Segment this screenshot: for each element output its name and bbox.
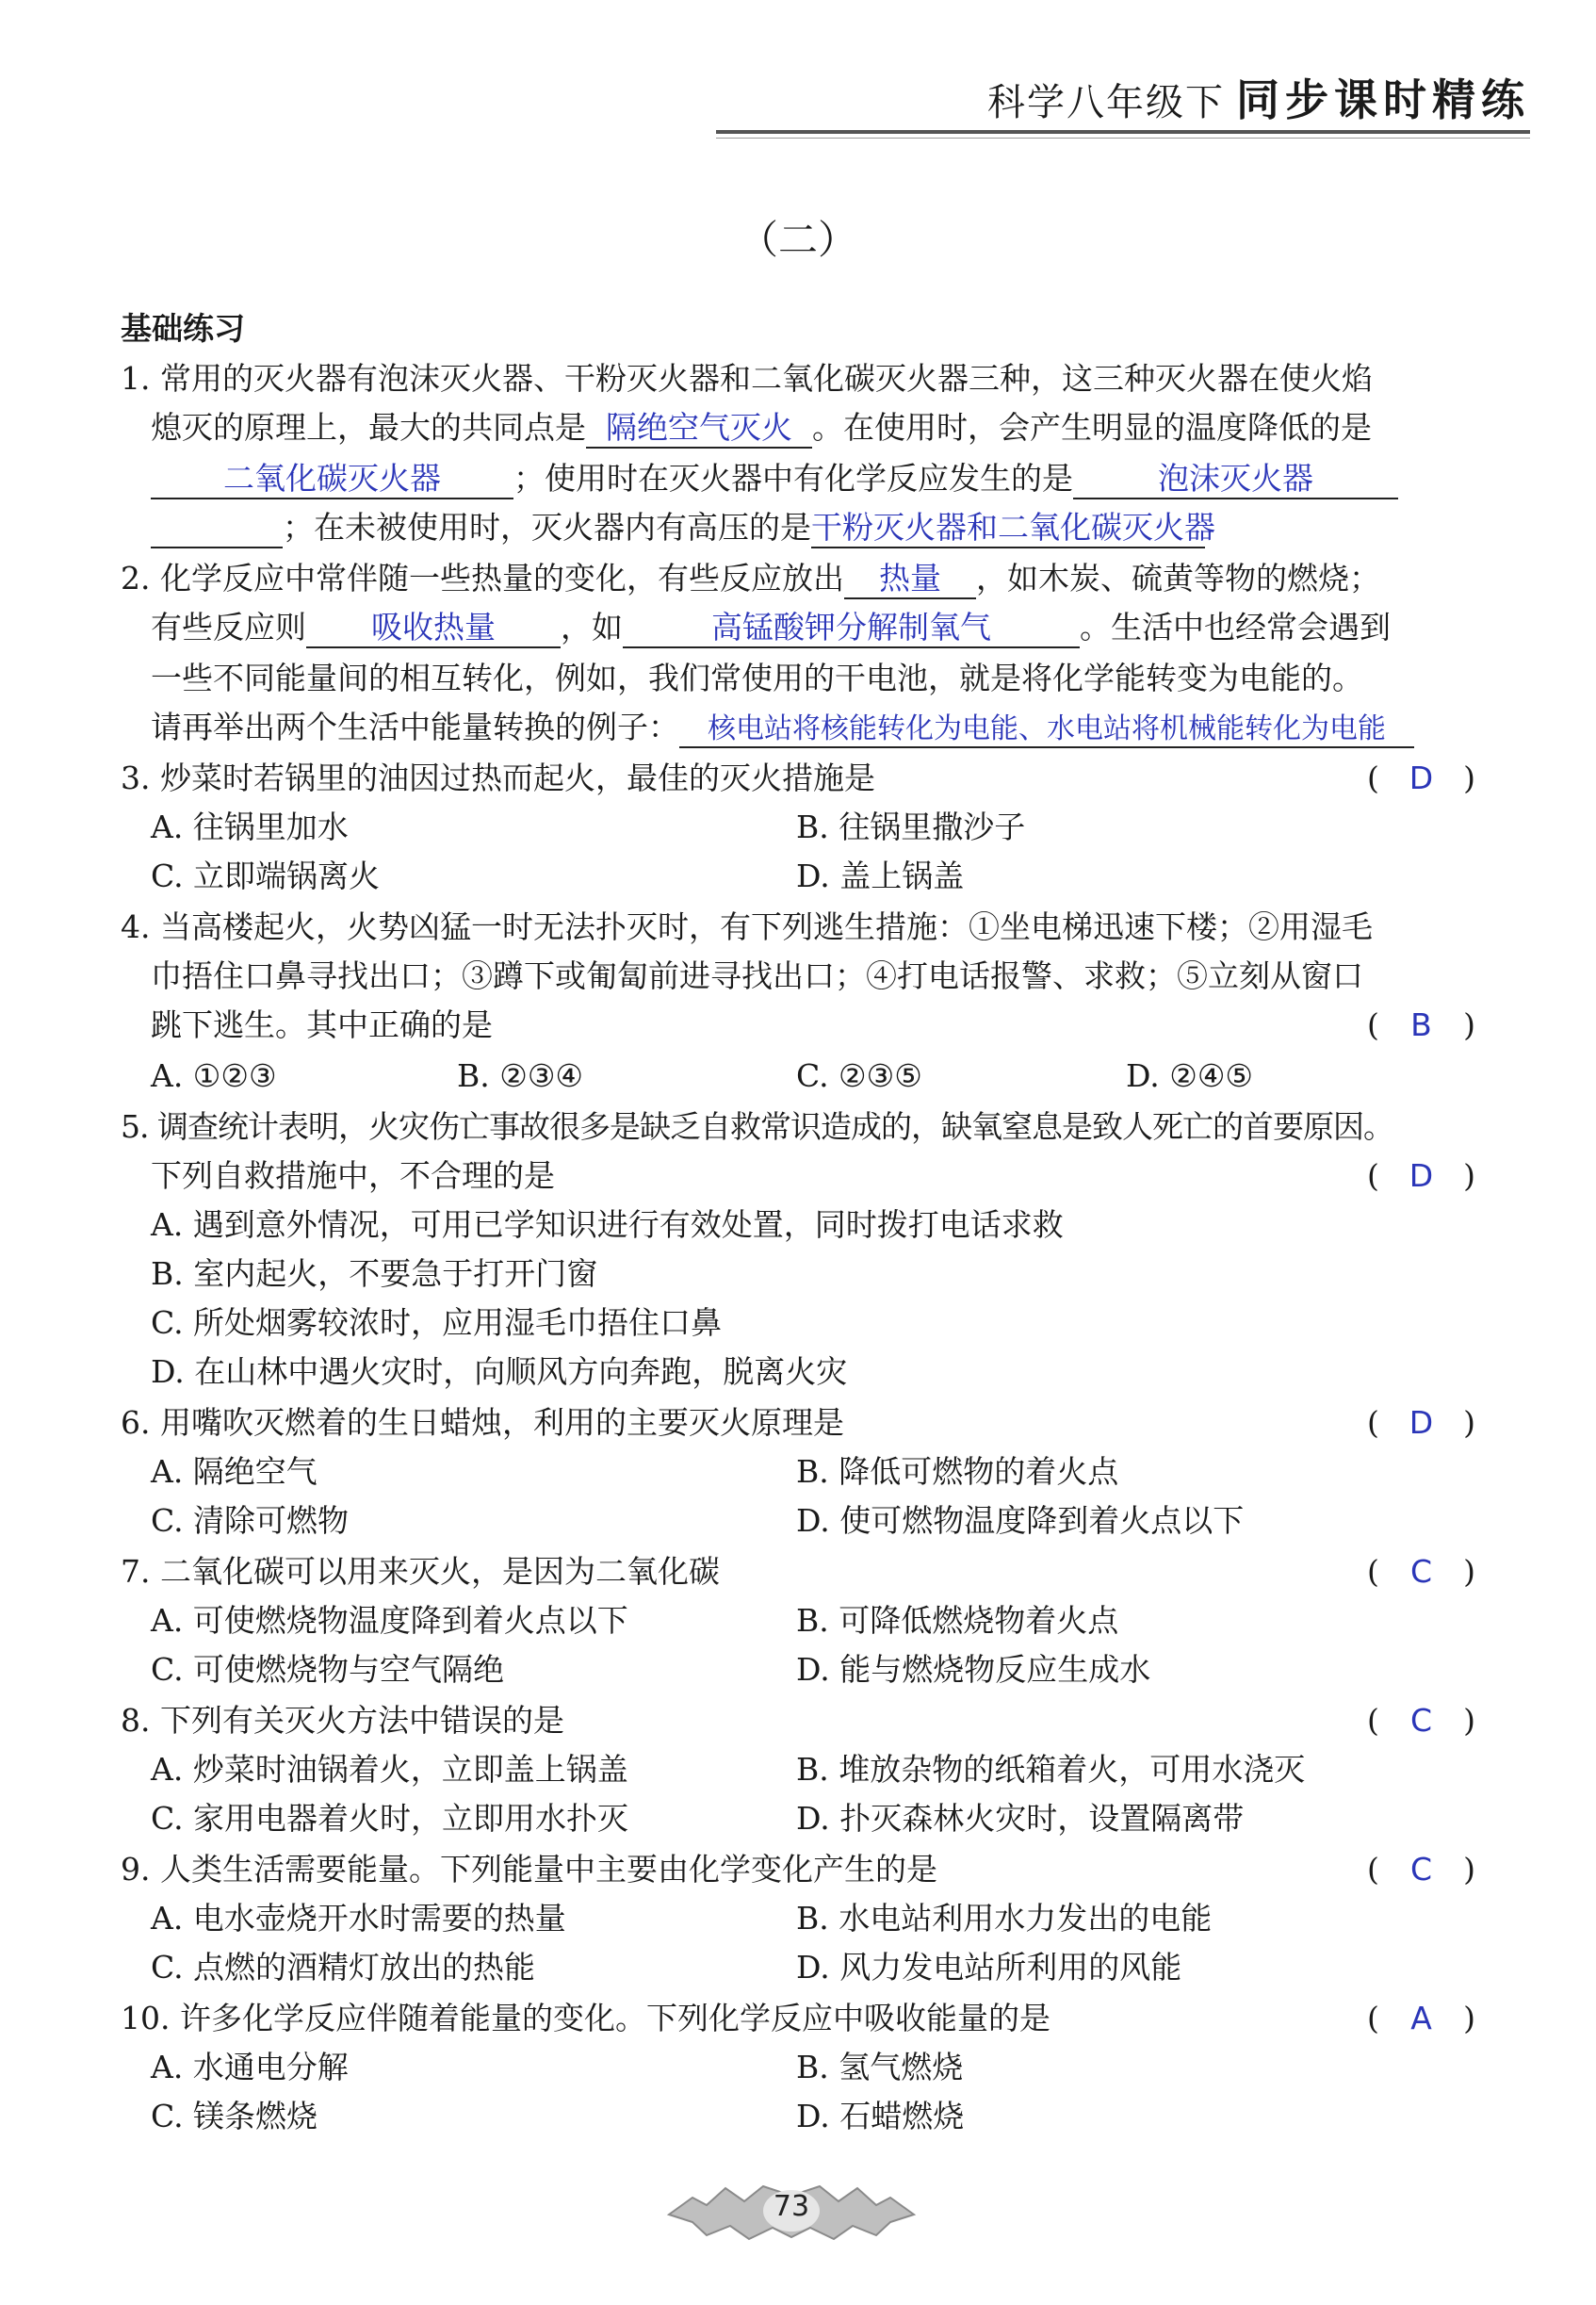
q9-answer-bracket bbox=[1367, 1849, 1475, 1890]
running-header bbox=[987, 66, 1530, 128]
q1-text: 熄灭的原理上，最大的共同点是 bbox=[151, 409, 586, 446]
bracket-open: ( bbox=[1367, 760, 1379, 796]
bracket-open: ( bbox=[1367, 1702, 1379, 1739]
bracket-close: ) bbox=[1463, 1006, 1475, 1043]
q2-line2 bbox=[151, 607, 1391, 648]
q10-answer-bracket bbox=[1367, 1998, 1475, 2039]
q10-stem: 10. 许多化学反应伴随着能量的变化。下列化学反应中吸收能量的是 bbox=[121, 2000, 1050, 2036]
q8-option-a: A. 炒菜时油锅着火，立即盖上锅盖 bbox=[151, 1751, 628, 1788]
q6-option-b: B. 降低可燃物的着火点 bbox=[796, 1453, 1119, 1490]
q4-line2: 巾捂住口鼻寻找出口；③蹲下或匍匐前进寻找出口；④打电话报警、求救；⑤立刻从窗口 bbox=[151, 957, 1363, 994]
q3-option-d: D. 盖上锅盖 bbox=[796, 858, 965, 894]
header-rule-thin bbox=[716, 138, 1530, 139]
q1-text: ；使用时在灭火器中有化学反应发生的是 bbox=[513, 460, 1073, 497]
q4-answer: B bbox=[1410, 1006, 1432, 1043]
bracket-close: ) bbox=[1463, 1404, 1475, 1441]
q1-answer4: 干粉灭火器和二氧化碳灭火器 bbox=[811, 509, 1215, 546]
q7-answer-bracket bbox=[1367, 1551, 1475, 1593]
q2-text: ，如 bbox=[561, 609, 623, 646]
q1-blank2 bbox=[151, 460, 513, 499]
q10-option-d: D. 石蜡燃烧 bbox=[796, 2098, 965, 2134]
bracket-close: ) bbox=[1463, 1157, 1475, 1194]
q2-blank4 bbox=[679, 709, 1414, 748]
q7-option-b: B. 可降低燃烧物着火点 bbox=[796, 1602, 1119, 1639]
q9-option-a: A. 电水壶烧开水时需要的热量 bbox=[151, 1900, 566, 1937]
q6-answer-bracket bbox=[1367, 1402, 1475, 1444]
bracket-open: ( bbox=[1367, 1851, 1379, 1888]
q6-option-d: D. 使可燃物温度降到着火点以下 bbox=[796, 1502, 1245, 1539]
q4-option-b: B. ②③④ bbox=[457, 1057, 583, 1094]
bracket-close: ) bbox=[1463, 760, 1475, 796]
q4-option-a: A. ①②③ bbox=[151, 1057, 277, 1094]
q9-option-b: B. 水电站利用水力发出的电能 bbox=[796, 1900, 1213, 1937]
q3-answer: D bbox=[1409, 760, 1434, 796]
q2-answer3: 高锰酸钾分解制氧气 bbox=[711, 609, 991, 646]
q1-line2 bbox=[151, 407, 1372, 449]
q5-option-b: B. 室内起火，不要急于打开门窗 bbox=[151, 1255, 598, 1292]
q4-line1: 4. 当高楼起火，火势凶猛一时无法扑灭时，有下列逃生措施：①坐电梯迅速下楼；②用湿毛 bbox=[121, 908, 1373, 945]
q4-option-d: D. ②④⑤ bbox=[1126, 1057, 1254, 1094]
q2-answer1: 热量 bbox=[878, 560, 941, 597]
bracket-close: ) bbox=[1463, 1553, 1475, 1590]
q5-answer: D bbox=[1409, 1157, 1434, 1194]
q5-answer-bracket bbox=[1367, 1155, 1475, 1197]
book-subtitle: 科学八年级下 bbox=[987, 81, 1225, 124]
q8-answer-bracket bbox=[1367, 1700, 1475, 1741]
q7-option-d: D. 能与燃烧物反应生成水 bbox=[796, 1651, 1151, 1688]
q7-answer: C bbox=[1409, 1553, 1433, 1590]
q4-answer-bracket bbox=[1367, 1005, 1475, 1046]
q3-option-a: A. 往锅里加水 bbox=[151, 809, 349, 845]
bracket-open: ( bbox=[1367, 1553, 1379, 1590]
q2-text: 请再举出两个生活中能量转换的例子： bbox=[151, 709, 679, 745]
q3-answer-bracket bbox=[1367, 758, 1475, 799]
q2-blank2 bbox=[306, 609, 561, 648]
q2-line3: 一些不同能量间的相互转化，例如，我们常使用的干电池，就是将化学能转变为电能的。 bbox=[151, 660, 1363, 696]
q7-option-a: A. 可使燃烧物温度降到着火点以下 bbox=[151, 1602, 628, 1639]
q7-option-c: C. 可使燃烧物与空气隔绝 bbox=[151, 1651, 505, 1688]
q3-option-b: B. 往锅里撒沙子 bbox=[796, 809, 1026, 845]
bracket-open: ( bbox=[1367, 1404, 1379, 1441]
bracket-close: ) bbox=[1463, 2000, 1475, 2036]
subheading: 基础练习 bbox=[121, 310, 245, 347]
book-title: 同步课时精练 bbox=[1236, 74, 1530, 125]
q1-blank3 bbox=[1073, 460, 1398, 499]
q8-option-d: D. 扑灭森林火灾时，设置隔离带 bbox=[796, 1800, 1245, 1837]
bracket-open: ( bbox=[1367, 2000, 1379, 2036]
bracket-close: ) bbox=[1463, 1851, 1475, 1888]
page-footer bbox=[650, 2177, 933, 2243]
q9-option-d: D. 风力发电站所利用的风能 bbox=[796, 1949, 1182, 1986]
q1-text: ；在未被使用时，灭火器内有高压的是 bbox=[283, 509, 811, 546]
q3-option-c: C. 立即端锅离火 bbox=[151, 858, 381, 894]
q2-text: 2. 化学反应中常伴随一些热量的变化，有些反应放出 bbox=[121, 560, 844, 597]
q4-option-c: C. ②③⑤ bbox=[796, 1057, 922, 1094]
q2-blank3 bbox=[623, 609, 1080, 648]
header-rule bbox=[716, 130, 1530, 134]
page-number: 73 bbox=[773, 2190, 810, 2223]
q1-blank1 bbox=[586, 409, 812, 449]
bracket-close: ) bbox=[1463, 1702, 1475, 1739]
q10-option-a: A. 水通电分解 bbox=[151, 2049, 349, 2085]
q1-answer2: 二氧化碳灭火器 bbox=[223, 460, 441, 497]
bracket-open: ( bbox=[1367, 1157, 1379, 1194]
q2-blank1 bbox=[844, 560, 976, 599]
q2-text: 。生活中也经常会遇到 bbox=[1080, 609, 1391, 646]
q6-stem: 6. 用嘴吹灭燃着的生日蜡烛，利用的主要灭火原理是 bbox=[121, 1404, 844, 1441]
q5-line1: 5. 调查统计表明，火灾伤亡事故很多是缺乏自救常识造成的，缺氧窒息是致人死亡的首要原因。 bbox=[121, 1108, 1393, 1145]
section-title: （二） bbox=[738, 217, 857, 263]
q2-answer2: 吸收热量 bbox=[371, 609, 496, 646]
q9-answer: C bbox=[1409, 1851, 1433, 1888]
q8-option-b: B. 堆放杂物的纸箱着火，可用水浇灭 bbox=[796, 1751, 1306, 1788]
q6-answer: D bbox=[1409, 1404, 1434, 1441]
q10-option-c: C. 镁条燃烧 bbox=[151, 2098, 318, 2134]
q1-blank4 bbox=[811, 509, 1215, 548]
q6-option-c: C. 清除可燃物 bbox=[151, 1502, 350, 1539]
q1-line1: 1. 常用的灭火器有泡沫灭火器、干粉灭火器和二氧化碳灭火器三种，这三种灭火器在使火焰 bbox=[121, 360, 1373, 397]
q9-option-c: C. 点燃的酒精灯放出的热能 bbox=[151, 1949, 536, 1986]
q5-option-c: C. 所处烟雾较浓时，应用湿毛巾捂住口鼻 bbox=[151, 1304, 723, 1341]
q8-stem: 8. 下列有关灭火方法中错误的是 bbox=[121, 1702, 564, 1739]
q1-blank3-cont bbox=[151, 509, 283, 548]
q1-answer1: 隔绝空气灭火 bbox=[606, 409, 792, 446]
q7-stem: 7. 二氧化碳可以用来灭火，是因为二氧化碳 bbox=[121, 1553, 720, 1590]
q5-option-d: D. 在山林中遇火灾时，向顺风方向奔跑，脱离火灾 bbox=[151, 1353, 848, 1390]
q2-line1 bbox=[121, 558, 1380, 599]
q10-option-b: B. 氢气燃烧 bbox=[796, 2049, 964, 2085]
q2-text: ，如木炭、硫黄等物的燃烧； bbox=[975, 560, 1380, 597]
q8-answer: C bbox=[1409, 1702, 1433, 1739]
q5-option-a: A. 遇到意外情况，可用已学知识进行有效处置，同时拨打电话求救 bbox=[151, 1206, 1064, 1243]
q5-line2: 下列自救措施中，不合理的是 bbox=[151, 1157, 555, 1194]
bracket-open: ( bbox=[1367, 1006, 1379, 1043]
q2-line4 bbox=[151, 707, 1414, 748]
q4-line3: 跳下逃生。其中正确的是 bbox=[151, 1006, 493, 1043]
q6-option-a: A. 隔绝空气 bbox=[151, 1453, 318, 1490]
q10-answer: A bbox=[1410, 2000, 1432, 2036]
q1-text: 。在使用时，会产生明显的温度降低的是 bbox=[812, 409, 1372, 446]
q8-option-c: C. 家用电器着火时，立即用水扑灭 bbox=[151, 1800, 629, 1837]
q9-stem: 9. 人类生活需要能量。下列能量中主要由化学变化产生的是 bbox=[121, 1851, 937, 1888]
q1-line3 bbox=[151, 458, 1398, 499]
q1-line4 bbox=[151, 507, 1215, 548]
q2-text: 有些反应则 bbox=[151, 609, 306, 646]
q3-stem: 3. 炒菜时若锅里的油因过热而起火，最佳的灭火措施是 bbox=[121, 760, 875, 796]
q1-answer3: 泡沫灭火器 bbox=[1158, 460, 1313, 497]
q2-answer4: 核电站将核能转化为电能、水电站将机械能转化为电能 bbox=[708, 712, 1386, 745]
